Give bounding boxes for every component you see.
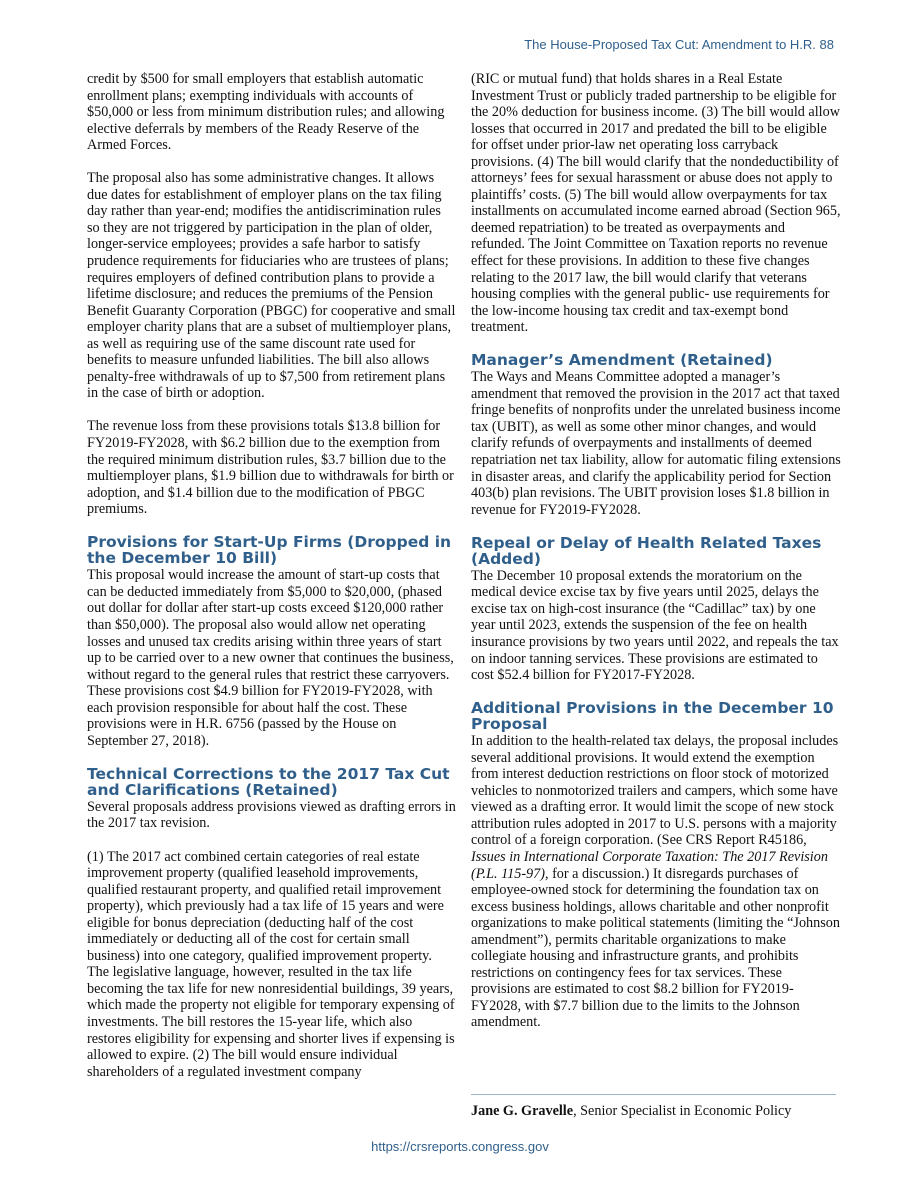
section-heading: Provisions for Start-Up Firms (Dropped in the December 10 Bill) xyxy=(87,533,452,568)
paragraph: The proposal also has some administrative changes. It allows due dates for establishment of employer plans on the tax filing day rather than year-end; modifies the antidiscrimination rules so they are not triggered by participation in the plan of older, longer-service employees; provides a safe harbor to satisfy prudence requirements for fiduciaries who are trustees of plans; requires employers of defined contribution plans to provide a lifetime disclosure; and reduces the premiums of the Pension Benefit Guaranty Corporation (PBGC) for cooperative and small employer charity plans that are a subset of multiemployer plans, as well as requiring use of the same discount rate used for benefits to measure unfunded liabilities. The bill also allows penalty-free withdrawals of up to $7,500 from retirement plans in the case of birth or adoption. xyxy=(87,170,456,402)
section-heading: Repeal or Delay of Health Related Taxes (Added) xyxy=(471,533,822,568)
paragraph: This proposal would increase the amount of start-up costs that can be deducted immediately from $5,000 to $20,000, (phased out dollar for dollar after start-up costs exceed $120,000 rather than $50,000). The proposal also would allow net operating losses and unused tax credits arising within three years of start up to be carried over to a new owner that continues the business, without regard to the general rules that restrict these carryovers. These provisions cost $4.9 billion for FY2019-FY2028, with each provision responsible for about half the cost. These provisions were in H.R. 6756 (passed by the House on September 27, 2018). xyxy=(87,567,454,749)
paragraph: Several proposals address provisions viewed as drafting errors in the 2017 tax revision. xyxy=(87,798,456,832)
paragraph: The December 10 proposal extends the moratorium on the medical device excise tax by five years until 2025, delays the excise tax on high-cost insurance (the “Cadillac” tax) by one year until 2023, extends the suspension of the fee on health insurance provisions by two years until 2022, and repeals the tax on indoor tanning services. These provisions are estimated to cost $52.4 billion for FY2017-FY2028. xyxy=(471,567,839,684)
paragraph: The revenue loss from these provisions totals $13.8 billion for FY2019-FY2028, with $6.2 billion due to the exemption from the required minimum distribution rules, $3.7 billion due to the multiemployer plans, $1.9 billion due to withdrawals for birth or adoption, and $1.4 billion due to the modification of PBGC premiums. xyxy=(87,418,454,518)
running-header: The House-Proposed Tax Cut: Amendment to H.R. 88 xyxy=(524,37,834,52)
paragraph-text: , for a discussion.) It disregards purchases of employee-owned stock for determining the foundation tax on excess business holdings, allows charitable and other nonprofit organizations to make political statements (limiting the “Johnson amendment”), permits charitable organizations to make collegiate housing and infrastructure grants, and prohibits restrictions on contingency fees for tax services. These provisions are estimated to cost $8.2 billion for FY2019-FY2028, with $7.7 billion due to the limits to the Johnson amendment. xyxy=(471,865,840,1031)
author-title: , Senior Specialist in Economic Policy xyxy=(573,1103,792,1119)
footer-url[interactable]: https://crsreports.congress.gov xyxy=(371,1139,549,1154)
paragraph: credit by $500 for small employers that establish automatic enrollment plans; exempting individuals with accounts of $50,000 or less from minimum distribution rules; and allowing elective deferrals by members of the Ready Reserve of the Armed Forces. xyxy=(87,71,445,154)
section-heading: Manager’s Amendment (Retained) xyxy=(471,351,773,370)
paragraph: The Ways and Means Committee adopted a manager’s amendment that removed the provision in the 2017 act that taxed fringe benefits of nonprofits under the unrelated business income tax (UBIT), as well as some other minor changes, and would clarify refunds of overpayments and installments of deemed repatriation net tax liability, allow for automatic filing extensions in disaster areas, and clarify the applicability period for Section 403(b) plan revisions. The UBIT provision loses $1.8 billion in revenue for FY2019-FY2028. xyxy=(471,369,841,518)
paragraph: (RIC or mutual fund) that holds shares in a Real Estate Investment Trust or publicly traded partnership to be eligible for the 20% deduction for business income. (3) The bill would allow losses that occurred in 2017 and predated the bill to be eligible for offset under prior-law net operating loss carryback provisions. (4) The bill would clarify that the nondeductibility of attorneys’ fees for sexual harassment or abuse does not apply to plaintiffs’ costs. (5) The bill would allow overpayments for tax installments on accumulated income earned abroad (Section 965, deemed repatriation) to be treated as overpayments and refunded. The Joint Committee on Taxation reports no revenue effect for these provisions. In addition to these five changes relating to the 2017 law, the bill would clarify that veterans housing complies with the general public- use requirements for the low-income housing tax credit and tax-exempt bond treatment. xyxy=(471,71,841,336)
section-heading: Additional Provisions in the December 10 Proposal xyxy=(471,699,834,734)
author-name: Jane G. Gravelle xyxy=(471,1103,574,1119)
left-column xyxy=(87,71,457,1080)
paragraph xyxy=(471,733,841,1031)
section-heading: Technical Corrections to the 2017 Tax Cut and Clarifications (Retained) xyxy=(87,764,450,799)
paragraph-text: In addition to the health-related tax delays, the proposal includes several additional provisions. It would extend the exemption from interest deduction restrictions on floor stock of motorized vehicles to nonmotorized trailers and campers, which some have viewed as a drafting error. It would limit the scope of new stock attribution rules adopted in 2017 to U.S. persons with a majority control of a foreign corporation. (See CRS Report R45186, xyxy=(471,733,839,849)
author-signature xyxy=(471,1094,836,1120)
paragraph: (1) The 2017 act combined certain categories of real estate improvement property (qualified leasehold improvements, qualified restaurant property, and qualified retail improvement property), which previously had a tax life of 15 years and were eligible for bonus depreciation (deducting half of the cost immediately or deducting all of the cost for certain small business) into one category, qualified improvement property. The legislative language, however, resulted in the tax life becoming the tax life for new nonresidential buildings, 39 years, which made the property not eligible for temporary expensing of investments. The bill restores the 15-year life, which also restores eligibility for expensing and shorter lives if expensing is allowed to expire. (2) The bill would ensure individual shareholders of a regulated investment company xyxy=(87,848,455,1080)
right-column xyxy=(471,71,841,1031)
report-title-link-text: Issues in International Corporate Taxation: The 2017 Revision (P.L. 115-97) xyxy=(471,848,828,882)
